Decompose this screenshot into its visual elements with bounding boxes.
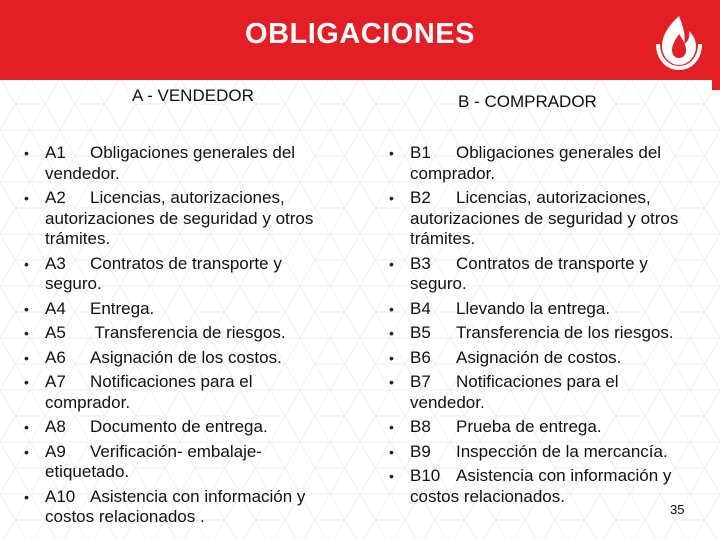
item-text: Licencias, autorizaciones, autorizaciones de seguridad y otros trámites. (410, 188, 679, 248)
list-item (20, 348, 340, 369)
list-item (385, 323, 695, 344)
item-text: Obligaciones generales del comprador. (410, 143, 662, 183)
item-code: B5 (410, 323, 431, 342)
list-item (20, 487, 340, 528)
item-text: Verificación- embalaje- etiquetado. (45, 441, 262, 481)
slide-title: OBLIGACIONES (245, 18, 475, 50)
item-code: A10 (45, 486, 76, 506)
item-code: B8 (410, 417, 431, 436)
item-text: Asignación de costos. (456, 347, 622, 367)
item-text: Notificaciones para el vendedor. (410, 372, 619, 412)
list-item (385, 372, 695, 413)
item-code: A6 (45, 347, 66, 367)
item-code: A4 (45, 298, 66, 318)
item-code: B2 (410, 188, 431, 207)
list-item (385, 348, 695, 369)
university-logo-icon (648, 10, 710, 72)
list-item (385, 466, 695, 507)
vendor-obligations-list (20, 143, 340, 532)
item-text: Transferencia de los riesgos. (456, 323, 674, 342)
list-item (20, 372, 340, 413)
list-item (385, 254, 695, 295)
item-text: Llevando la entrega. (456, 298, 611, 318)
item-code: B9 (410, 441, 431, 461)
item-text: Contratos de transporte y seguro. (45, 253, 282, 293)
item-code: B3 (410, 253, 431, 273)
item-text: Contratos de transporte y seguro. (410, 253, 648, 293)
item-code: A2 (45, 188, 66, 207)
list-item (385, 299, 695, 320)
item-text: Asignación de los costos. (90, 347, 282, 367)
list-item (385, 188, 695, 250)
item-code: B10 (410, 466, 441, 485)
list-item (385, 143, 695, 184)
item-text: Entrega. (90, 298, 155, 318)
item-text: Asistencia con información y costos relacionados . (45, 486, 306, 526)
buyer-heading: B - COMPRADOR (458, 92, 597, 111)
list-item (385, 442, 695, 463)
item-text: Prueba de entrega. (456, 417, 602, 436)
item-text: Licencias, autorizaciones, autorizaciones de seguridad y otros trámites. (45, 188, 314, 248)
item-code: A5 (45, 323, 66, 342)
item-code: B4 (410, 298, 431, 318)
list-item (20, 299, 340, 320)
item-code: A1 (45, 143, 66, 162)
item-text: Notificaciones para el comprador. (45, 372, 253, 412)
page-number: 35 (670, 502, 685, 517)
list-item (20, 254, 340, 295)
list-item (20, 417, 340, 438)
item-text: Inspección de la mercancía. (456, 441, 668, 461)
title-bar (0, 0, 720, 80)
item-code: A9 (45, 441, 66, 461)
item-text: Transferencia de riesgos. (90, 323, 286, 342)
item-code: B7 (410, 372, 431, 391)
item-text: Documento de entrega. (90, 417, 268, 436)
item-code: A8 (45, 417, 66, 436)
item-code: B1 (410, 143, 431, 162)
list-item (20, 323, 340, 344)
item-code: A7 (45, 372, 66, 391)
vendor-heading: A - VENDEDOR (132, 86, 254, 105)
list-item (385, 417, 695, 438)
item-code: B6 (410, 347, 431, 367)
buyer-obligations-list (385, 143, 695, 511)
accent-strip (712, 80, 720, 90)
item-code: A3 (45, 253, 66, 273)
item-text: Asistencia con información y costos relacionados. (410, 466, 672, 506)
list-item (20, 442, 340, 483)
list-item (20, 143, 340, 184)
item-text: Obligaciones generales del vendedor. (45, 143, 296, 183)
list-item (20, 188, 340, 250)
